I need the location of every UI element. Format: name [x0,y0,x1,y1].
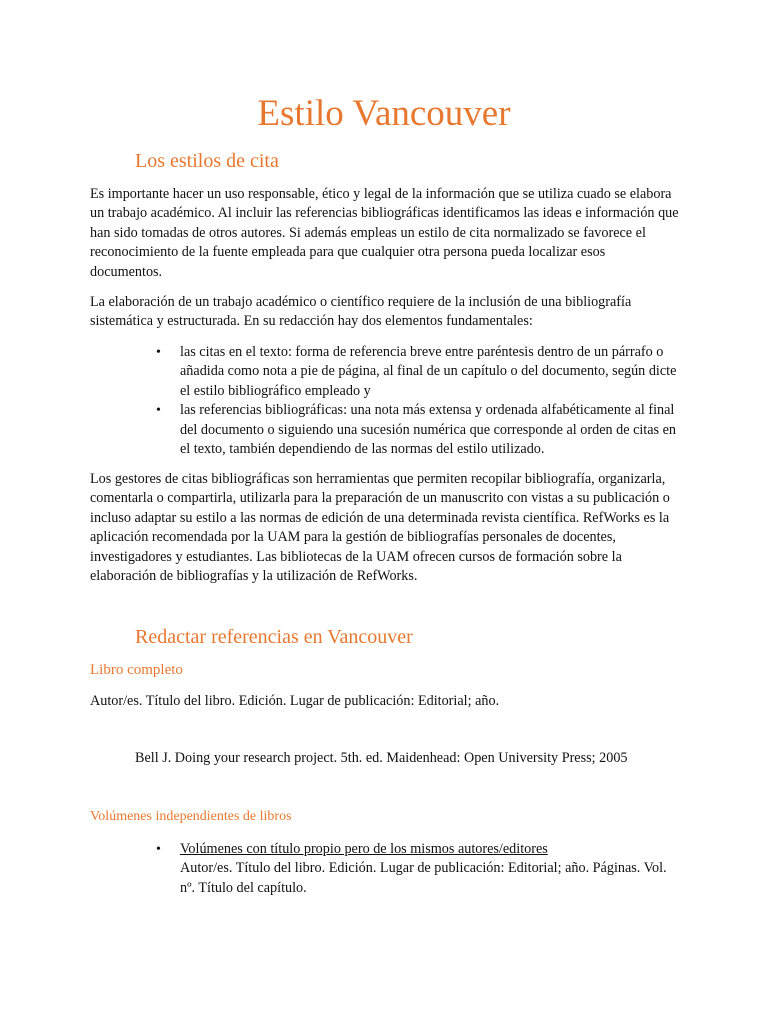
book-reference-example: Bell J. Doing your research project. 5th. ed. Maidenhead: Open University Press; 2005 [135,750,628,766]
document-title: Estilo Vancouver [257,93,511,134]
list-item-text: las referencias bibliográficas: una nota más extensa y ordenada alfabéticamente al final del documento o siguiendo una sucesión numérica que corresponde al orden de citas en el texto, también dependiendo de las normas del estilo utilizado. [180,402,677,458]
bullet-icon: • [156,842,161,857]
list-item [150,401,682,459]
citation-elements-list [150,343,682,459]
book-format-text: Autor/es. Título del libro. Edición. Lugar de publicación: Editorial; año. [90,693,500,709]
subheading-complete-book: Libro completo [90,662,183,678]
volumes-format-text: Autor/es. Título del libro. Edición. Lugar de publicación: Editorial; año. Páginas. Vol. nº. Título del capítulo. [180,860,667,896]
bullet-icon: • [156,345,161,360]
paragraph-elements: La elaboración de un trabajo académico o científico requiere de la inclusión de una bibliografía sistemática y estructurada. En su redacción hay dos elementos fundamentales: [90,294,632,330]
section-heading-citation-styles: Los estilos de cita [135,150,279,172]
bullet-icon: • [156,403,161,419]
volumes-bullet-title: Volúmenes con título propio pero de los mismos autores/editores [180,841,548,857]
section-heading-vancouver-references: Redactar referencias en Vancouver [135,626,413,648]
paragraph-reference-managers: Los gestores de citas bibliográficas son herramientas que permiten recopilar bibliografía, organizarla, comentarla o compartirla, utilizarla para la preparación de un manuscrito con vistas a su publicación o incluso adaptar su estilo a las normas de edición de una determinada revista científica. RefWorks es la aplicación recomendada por la UAM para la gestión de bibliografías personales de docentes, investigadores y estudiantes. Las bibliotecas de la UAM ofrecen cursos de formación sobre la elaboración de bibliografías y la utilización de RefWorks. [90,471,670,585]
list-item [150,343,682,401]
list-item [150,840,682,898]
paragraph-intro: Es importante hacer un uso responsable, ético y legal de la información que se utiliza cuado se elabora un trabajo académico. Al incluir las referencias bibliográficas identificamos las ideas e información que han sido tomadas de otros autores. Si además empleas un estilo de cita normalizado se favorece el reconocimiento de la fuente empleada para que cualquier otra persona pueda localizar esos documentos. [90,186,679,280]
list-item-text: las citas en el texto: forma de referencia breve entre paréntesis dentro de un párrafo o añadida como nota a pie de página, al final de un capítulo o del documento, según dicte el estilo bibliográfico empleado y [180,344,677,399]
volumes-list [150,840,682,898]
subheading-independent-volumes: Volúmenes independientes de libros [90,809,292,824]
